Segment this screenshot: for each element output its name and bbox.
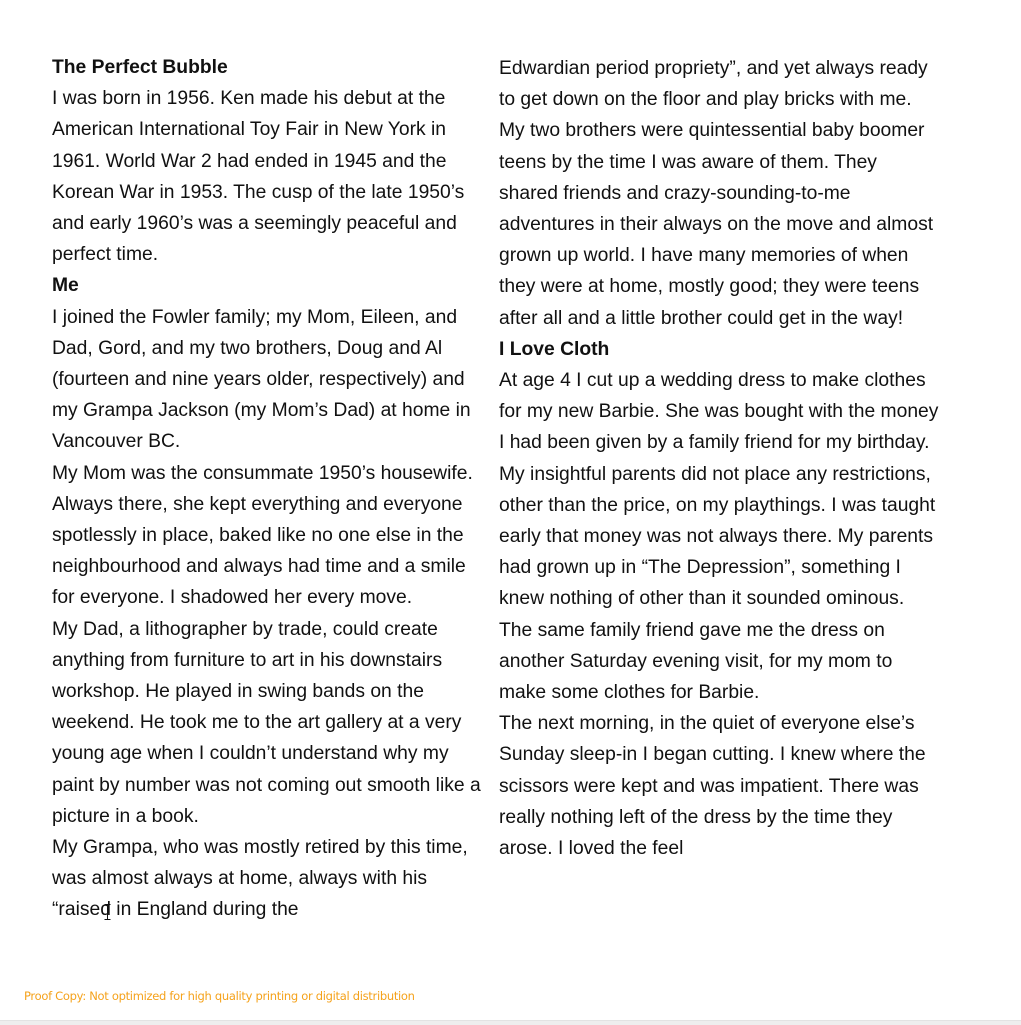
section-heading-i-love-cloth: I Love Cloth (499, 338, 610, 360)
paragraph: My Mom was the consummate 1950’s housewife. Always there, she kept everything and everyone spotlessly in place, baked like no one else in the neighbourhood and always had time and a smile for everyone. I shadowed her every move. (52, 462, 473, 609)
paragraph: Edwardian period propriety”, and yet always ready to get down on the floor and play bricks with me. (499, 58, 928, 111)
paragraph: I joined the Fowler family; my Mom, Eileen, and Dad, Gord, and my two brothers, Doug and Al (fourteen and nine years older, respectively) and my Grampa Jackson (my Mom’s Dad) at home in Vancouver BC. (52, 306, 471, 453)
paragraph: I was born in 1956. Ken made his debut at the American International Toy Fair in New York in 1961. World War 2 had ended in 1945 and the Korean War in 1953. The cusp of the late 1950’s and early 1960’s was a seemingly peaceful and perfect time. (52, 88, 465, 266)
section-heading-perfect-bubble: The Perfect Bubble (52, 57, 228, 78)
section-heading-me: Me (52, 275, 79, 297)
paragraph: My two brothers were quintessential baby boomer teens by the time I was aware of them. They shared friends and crazy-sounding-to-me adventures in their always on the move and almost grown up world. I have many memories of when they were at home, mostly good; they were teens after all and a little brother could get in the way! (499, 120, 934, 329)
proof-copy-notice: Proof Copy: Not optimized for high quality printing or digital distribution (24, 989, 415, 1003)
text-cursor-icon (104, 904, 111, 920)
paragraph: My Grampa, who was mostly retired by this time, was almost always at home, always with his “raised in England during the (52, 837, 468, 921)
left-column (52, 52, 482, 926)
paragraph: At age 4 I cut up a wedding dress to make clothes for my new Barbie. She was bought with the money I had been given by a family friend for my birthday. My insightful parents did not place any restrictions, other than the price, on my playthings. I was taught early that money was not always there. My parents had grown up in “The Depression”, something I knew nothing of other than it sounded ominous. The same family friend gave me the dress on another Saturday evening visit, for my mom to make some clothes for Barbie. (499, 370, 939, 704)
right-column (499, 53, 939, 864)
paragraph: My Dad, a lithographer by trade, could create anything from furniture to art in his downstairs workshop. He played in swing bands on the weekend. He took me to the art gallery at a very young age when I couldn’t understand why my paint by number was not coming out smooth like a picture in a book. (52, 618, 481, 827)
paragraph: The next morning, in the quiet of everyone else’s Sunday sleep-in I began cutting. I knew where the scissors were kept and was impatient. There was really nothing left of the dress by the time they arose. I loved the feel (499, 713, 926, 860)
page-bottom-edge (0, 1020, 1021, 1025)
